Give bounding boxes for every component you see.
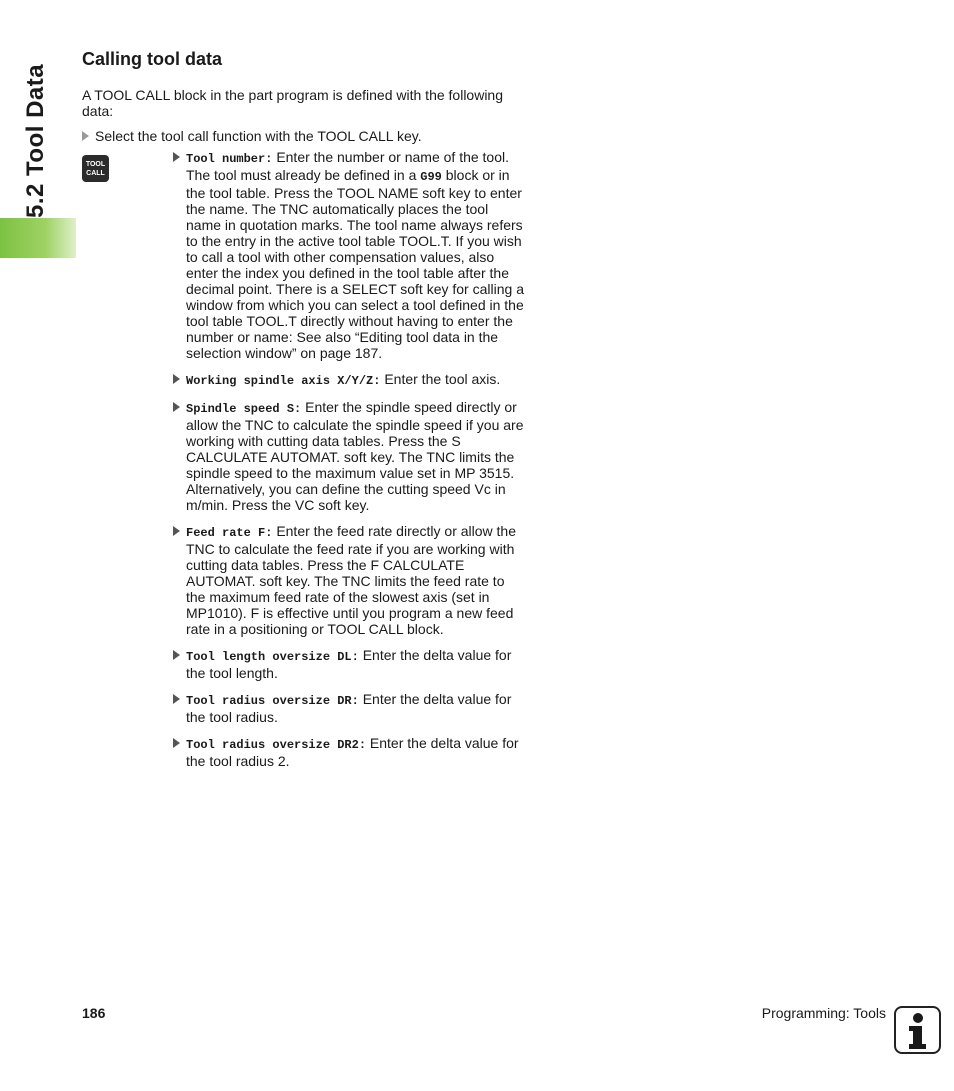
param-spindle-speed (172, 399, 524, 513)
param-label: Tool radius oversize DR: (186, 694, 359, 708)
param-text: Enter the delta value for the tool radius. (186, 691, 512, 725)
param-text-cont: block or in the tool table. Press the TOOL NAME soft key to enter the name. The TNC automatically places the tool name in quotation marks. The tool name always refers to the entry in the active tool table TOOL.T. If you wish to call a tool with other compensation values, also enter the index you defined in the tool table after the decimal point. There is a SELECT soft key for calling a window from which you can select a tool defined in the tool table TOOL.T directly without having to enter the number or name: See also “Editing tool data in the selection window” on page 187. (186, 167, 524, 361)
key-icon-line1: TOOL (85, 160, 106, 168)
info-icon (894, 1006, 941, 1054)
param-tool-number (172, 149, 524, 361)
key-icon-line2: CALL (86, 169, 105, 177)
param-feed-rate (172, 523, 524, 637)
param-code: G99 (420, 170, 442, 184)
param-text: Enter the delta value for the tool length. (186, 647, 512, 681)
param-text: Enter the feed rate directly or allow the TNC to calculate the feed rate if you are working with cutting data tables. Press the F CALCULATE AUTOMAT. soft key. The TNC limits the feed rate to the maximum feed rate of the slowest axis (set in MP1010). F is effective until you program a new feed rate in a positioning or TOOL CALL block. (186, 523, 516, 637)
instruction-line (82, 128, 422, 144)
param-label: Working spindle axis X/Y/Z: (186, 374, 381, 388)
param-tool-radius-oversize (172, 691, 524, 725)
tool-call-key-icon (82, 155, 109, 182)
triangle-bullet-icon (173, 374, 180, 384)
triangle-bullet-icon (173, 152, 180, 162)
param-label: Spindle speed S: (186, 402, 302, 416)
triangle-bullet-icon (173, 694, 180, 704)
param-tool-radius-oversize-2 (172, 735, 524, 769)
triangle-bullet-icon (82, 131, 89, 141)
param-text: Enter the number or name of the tool. The tool must already be defined in a (186, 149, 510, 183)
intro-paragraph: A TOOL CALL block in the part program is defined with the following data: (82, 87, 504, 119)
page-number: 186 (82, 1005, 106, 1021)
param-label: Tool radius oversize DR2: (186, 738, 367, 752)
param-label: Tool length oversize DL: (186, 650, 359, 664)
parameter-list (172, 149, 524, 779)
param-text: Enter the tool axis. (384, 371, 501, 387)
chapter-tab (0, 218, 76, 258)
section-heading: Calling tool data (82, 49, 223, 69)
triangle-bullet-icon (173, 738, 180, 748)
triangle-bullet-icon (173, 402, 180, 412)
param-label: Tool number: (186, 152, 273, 166)
param-text: Enter the delta value for the tool radius 2. (186, 735, 519, 769)
instruction-text: Select the tool call function with the TOOL CALL key. (95, 128, 422, 144)
chapter-title: 5.2 Tool Data (22, 63, 49, 218)
triangle-bullet-icon (173, 526, 180, 536)
param-tool-length-oversize (172, 647, 524, 681)
footer-section-title: Programming: Tools (761, 1005, 886, 1021)
param-label: Feed rate F: (186, 526, 273, 540)
triangle-bullet-icon (173, 650, 180, 660)
param-text: Enter the spindle speed directly or allow the TNC to calculate the spindle speed if you are working with cutting data tables. Press the S CALCULATE AUTOMAT. soft key. The TNC limits the spindle speed to the maximum value set in MP 3515. Alternatively, you can define the cutting speed Vc in m/min. Press the VC soft key. (186, 399, 524, 513)
param-spindle-axis (172, 371, 524, 389)
